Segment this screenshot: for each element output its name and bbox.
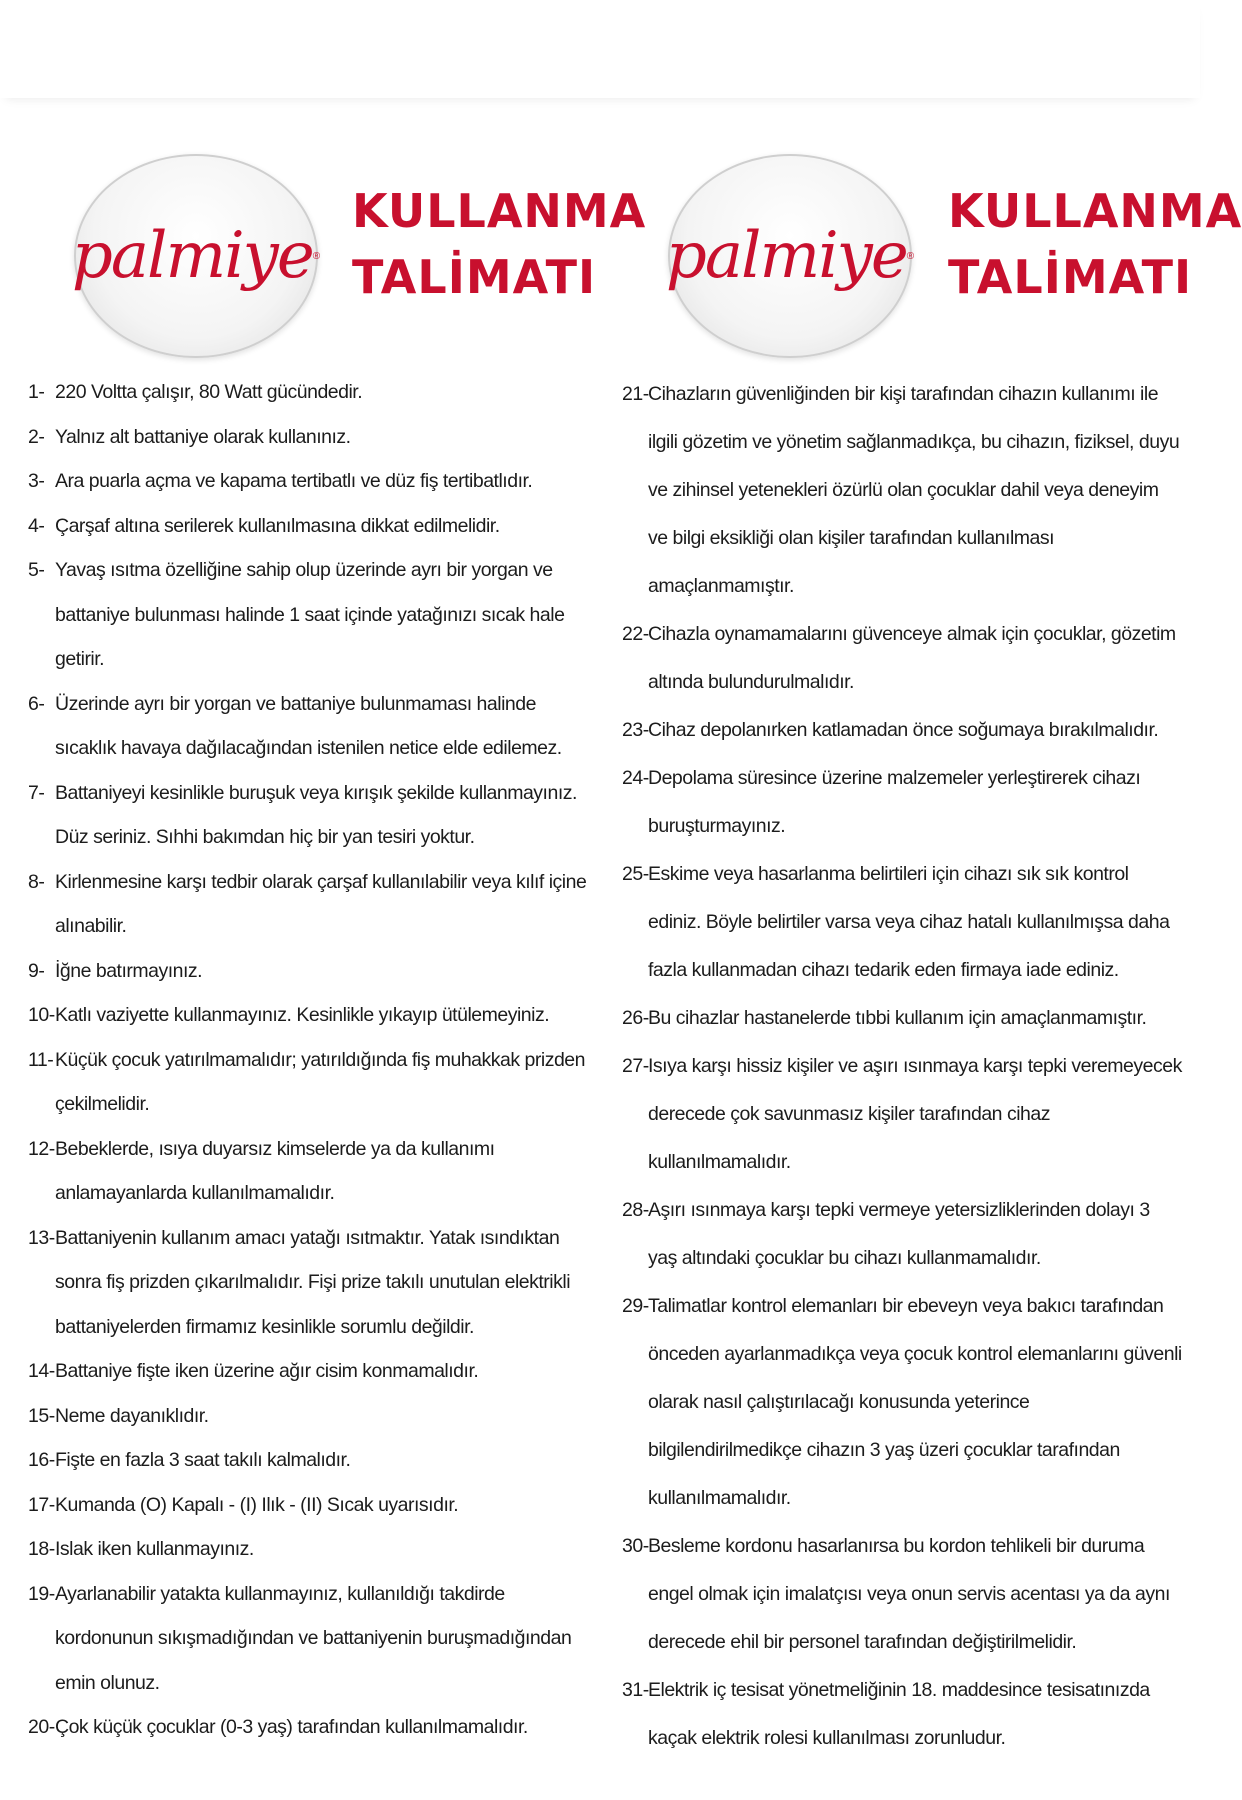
instruction-item — [622, 1282, 1182, 1522]
instruction-item — [28, 993, 598, 1038]
instruction-text: Isıya karşı hissiz kişiler ve aşırı ısınmaya karşı tepki veremeyecek derecede çok savunmasız kişiler tarafından cihaz kullanılmamalıdır. — [648, 1055, 1182, 1173]
instruction-text: Çok küçük çocuklar (0-3 yaş) tarafından kullanılmamalıdır. — [55, 1716, 528, 1738]
title-line-2: TALİMATI — [948, 250, 1193, 304]
instruction-text: Depolama süresince üzerine malzemeler yerleştirerek cihazı buruşturmayınız. — [648, 767, 1141, 837]
instruction-item — [28, 771, 598, 860]
instruction-number: 19- — [28, 1582, 55, 1605]
instruction-item — [622, 1042, 1182, 1186]
instruction-item — [28, 1349, 598, 1394]
instruction-text: Yalnız alt battaniye olarak kullanınız. — [55, 425, 351, 448]
instruction-text: 220 Voltta çalışır, 80 Watt gücündedir. — [55, 381, 363, 403]
instruction-text: Cihaz depolanırken katlamadan önce soğumaya bırakılmalıdır. — [648, 719, 1159, 741]
instruction-number: 4- — [28, 514, 45, 537]
instruction-number: 11- — [28, 1048, 54, 1071]
instruction-number: 8- — [28, 870, 45, 893]
instruction-number: 30- — [622, 1535, 649, 1557]
instruction-text: Yavaş ısıtma özelliğine sahip olup üzerinde ayrı bir yorgan ve battaniye bulunması halinde 1 saat içinde yatağınızı sıcak hale getirir. — [55, 559, 565, 670]
instruction-item — [622, 994, 1182, 1042]
palmiye-logo — [665, 154, 915, 358]
instructions-title — [352, 178, 647, 310]
instruction-number: 26- — [622, 1007, 649, 1029]
instruction-number: 20- — [28, 1716, 55, 1738]
right-instruction-list — [622, 370, 1182, 1762]
instruction-item — [28, 1483, 598, 1528]
instruction-number: 9- — [28, 959, 45, 982]
instruction-number: 13- — [28, 1226, 55, 1249]
instruction-text: Eskime veya hasarlanma belirtileri için cihazı sık sık kontrol ediniz. Böyle belirtiler varsa veya cihaz hatalı kullanılmışsa daha fazla kullanmadan cihazı tedarik eden firmaya iade ediniz. — [648, 863, 1170, 981]
title-line-2: TALİMATI — [352, 250, 597, 304]
instruction-number: 29- — [622, 1295, 649, 1317]
instruction-text: Katlı vaziyette kullanmayınız. Kesinlikle yıkayıp ütülemeyiniz. — [55, 1004, 550, 1026]
instruction-item — [28, 1127, 598, 1216]
instruction-item — [28, 1438, 598, 1483]
instruction-text: Battaniyeyi kesinlikle buruşuk veya kırışık şekilde kullanmayınız. Düz seriniz. Sıhhi bakımdan hiç bir yan tesiri yoktur. — [55, 781, 577, 848]
instruction-text: Neme dayanıklıdır. — [55, 1404, 209, 1427]
instruction-number: 25- — [622, 863, 649, 885]
instruction-text: Kirlenmesine karşı tedbir olarak çarşaf kullanılabilir veya kılıf içine alınabilir. — [55, 870, 587, 937]
instruction-text: Bebeklerde, ısıya duyarsız kimselerde ya da kullanımı anlamayanlarda kullanılmamalıdır. — [55, 1137, 495, 1204]
instruction-number: 7- — [28, 781, 45, 804]
instruction-text: Battaniyenin kullanım amacı yatağı ısıtmaktır. Yatak ısındıktan sonra fiş prizden çıkarılmalıdır. Fişi prize takılı unutulan elektrikli battaniyelerden firmamız kesinlikle sorumlu değildir. — [55, 1226, 571, 1338]
instruction-item — [28, 459, 598, 504]
logo-text: palmiye — [71, 219, 313, 293]
instruction-item — [28, 949, 598, 994]
instruction-number: 5- — [28, 559, 45, 581]
instruction-item — [622, 370, 1182, 610]
instruction-item — [28, 1572, 598, 1706]
instruction-number: 23- — [622, 719, 649, 741]
instruction-item — [622, 1666, 1182, 1762]
instruction-item — [622, 1186, 1182, 1282]
instruction-number: 28- — [622, 1199, 649, 1221]
instruction-item — [622, 610, 1182, 706]
instruction-number: 21- — [622, 383, 649, 405]
instruction-text: Battaniye fişte iken üzerine ağır cisim konmamalıdır. — [55, 1360, 479, 1382]
instruction-number: 14- — [28, 1360, 55, 1382]
title-line-1: KULLANMA — [352, 184, 647, 238]
title-line-1: KULLANMA — [948, 184, 1242, 238]
instruction-item — [28, 860, 598, 949]
instruction-text: Bu cihazlar hastanelerde tıbbi kullanım için amaçlanmamıştır. — [648, 1007, 1147, 1029]
instruction-item — [28, 1705, 598, 1750]
instruction-text: Aşırı ısınmaya karşı tepki vermeye yetersizliklerinden dolayı 3 yaş altındaki çocuklar bu cihazı kullanmamalıdır. — [648, 1199, 1150, 1269]
instruction-text: Ara puarla açma ve kapama tertibatlı ve düz fiş tertibatlıdır. — [55, 470, 533, 492]
logo-text: palmiye — [665, 219, 907, 293]
instruction-item — [622, 1522, 1182, 1666]
instruction-item — [28, 1216, 598, 1350]
instruction-number: 15- — [28, 1404, 55, 1427]
instruction-number: 22- — [622, 623, 649, 645]
instruction-text: Kumanda (O) Kapalı - (I) Ilık - (II) Sıcak uyarısıdır. — [55, 1493, 459, 1516]
instruction-item — [28, 370, 598, 415]
right-column — [622, 150, 1242, 1762]
instruction-item — [28, 415, 598, 460]
registered-mark: ® — [312, 250, 321, 262]
instruction-text: Ayarlanabilir yatakta kullanmayınız, kullanıldığı takdirde kordonunun sıkışmadığından ve battaniyenin buruşmadığından emin olunuz. — [55, 1582, 572, 1694]
instruction-number: 31- — [622, 1679, 649, 1701]
instruction-item — [28, 1038, 598, 1127]
instruction-item — [622, 850, 1182, 994]
registered-mark: ® — [906, 250, 915, 262]
instruction-number: 1- — [28, 381, 45, 403]
instruction-text: Cihazla oynamamalarını güvenceye almak için çocuklar, gözetim altında bulundurulmalıdır. — [648, 623, 1176, 693]
palmiye-logo — [71, 154, 321, 358]
instruction-item — [28, 1527, 598, 1572]
instruction-text: Fişte en fazla 3 saat takılı kalmalıdır. — [55, 1449, 351, 1471]
instruction-text: Çarşaf altına serilerek kullanılmasına dikkat edilmelidir. — [55, 514, 500, 537]
instruction-text: Besleme kordonu hasarlanırsa bu kordon tehlikeli bir duruma engel olmak için imalatçısı veya onun servis acentası ya da aynı derecede ehil bir personel tarafından değiştirilmelidir. — [648, 1535, 1170, 1653]
instruction-item — [28, 548, 598, 682]
instruction-number: 12- — [28, 1137, 55, 1160]
instruction-number: 24- — [622, 767, 649, 789]
instruction-number: 18- — [28, 1538, 55, 1560]
instruction-text: İğne batırmayınız. — [55, 959, 203, 982]
instruction-number: 3- — [28, 470, 45, 492]
instructions-title — [948, 178, 1242, 310]
left-header — [28, 150, 647, 370]
top-band — [0, 0, 1200, 98]
instruction-number: 16- — [28, 1449, 55, 1471]
right-header — [622, 150, 1242, 370]
instruction-number: 6- — [28, 692, 45, 715]
instruction-number: 10- — [28, 1004, 55, 1026]
instruction-item — [28, 504, 598, 549]
instruction-item — [28, 1394, 598, 1439]
instruction-number: 27- — [622, 1055, 649, 1077]
instruction-item — [622, 706, 1182, 754]
instruction-text: Üzerinde ayrı bir yorgan ve battaniye bulunmaması halinde sıcaklık havaya dağılacağından istenilen netice elde edilemez. — [55, 692, 562, 759]
instruction-text: Elektrik iç tesisat yönetmeliğinin 18. maddesince tesisatınızda kaçak elektrik rolesi kullanılması zorunludur. — [648, 1679, 1150, 1749]
instruction-item — [622, 754, 1182, 850]
instruction-text: Cihazların güvenliğinden bir kişi tarafından cihazın kullanımı ile ilgili gözetim ve yönetim sağlanmadıkça, bu cihazın, fiziksel, duyu ve zihinsel yetenekleri özürlü olan çocuklar dahil veya deneyim ve bilgi eksikliği olan kişiler tarafından kullanılması amaçlanmamıştır. — [648, 383, 1180, 597]
instruction-text: Talimatlar kontrol elemanları bir ebeveyn veya bakıcı tarafından önceden ayarlanmadıkça veya çocuk kontrol elemanlarını güvenli olarak nasıl çalıştırılacağı konusunda yeterince bilgilendirilmedikçe cihazın 3 yaş üzeri çocuklar tarafından kullanılmamalıdır. — [648, 1295, 1182, 1509]
instruction-text: Küçük çocuk yatırılmamalıdır; yatırıldığında fiş muhakkak prizden çekilmelidir. — [55, 1048, 585, 1115]
instruction-number: 2- — [28, 425, 45, 448]
instruction-text: Islak iken kullanmayınız. — [55, 1538, 254, 1560]
left-instruction-list — [28, 370, 598, 1750]
instruction-number: 17- — [28, 1493, 55, 1516]
instruction-item — [28, 682, 598, 771]
